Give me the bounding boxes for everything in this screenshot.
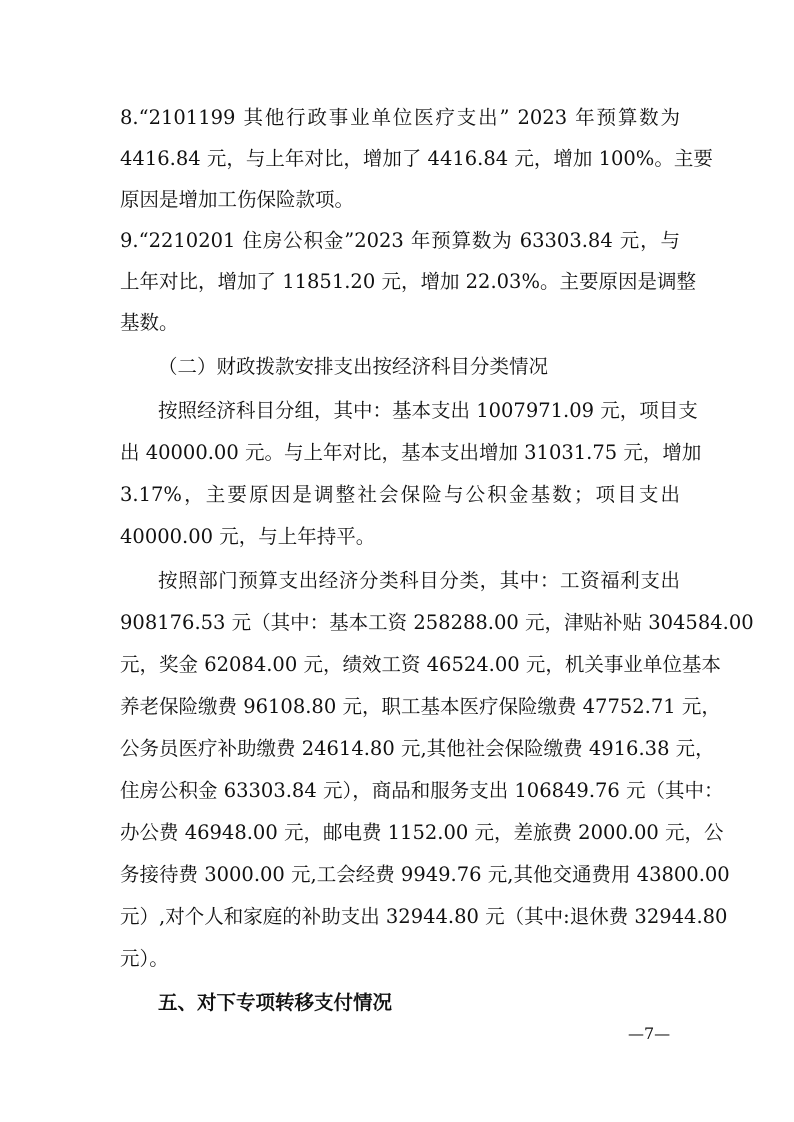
paragraph-4-line-10: 元）。 [120,947,169,970]
paragraph-4-line-3: 元，奖金 62084.00 元，绩效工资 46524.00 元，机关事业单位基本 [120,653,721,676]
paragraph-2-line-2: 上年对比，增加了 11851.20 元，增加 22.03%。主要原因是调整 [120,270,696,293]
paragraph-1-line-3: 原因是增加工伤保险款项。 [120,188,355,211]
section-heading: 五、对下专项转移支付情况 [158,991,393,1014]
paragraph-3-line-4: 40000.00 元，与上年持平。 [120,525,376,548]
paragraph-1-line-1: 8.“2101199 其他行政事业单位医疗支出” 2023 年预算数为 [120,106,680,129]
paragraph-3-line-3: 3.17%，主要原因是调整社会保险与公积金基数；项目支出 [120,483,680,506]
paragraph-4-line-8: 务接待费 3000.00 元,工会经费 9949.76 元,其他交通费用 43800.00 [120,863,730,886]
page-number: —7— [628,1024,671,1043]
paragraph-4-line-4: 养老保险缴费 96108.80 元，职工基本医疗保险缴费 47752.71 元， [120,695,721,718]
paragraph-2-line-1: 9.“2210201 住房公积金”2023 年预算数为 63303.84 元，与 [120,229,680,252]
paragraph-3-line-1: 按照经济科目分组，其中：基本支出 1007971.09 元，项目支 [158,399,698,422]
paragraph-3-line-2: 出 40000.00 元。与上年对比，基本支出增加 31031.75 元，增加 [120,441,702,464]
paragraph-2-line-3: 基数。 [120,311,179,334]
paragraph-1-line-2: 4416.84 元，与上年对比，增加了 4416.84 元，增加 100%。主要 [120,147,713,170]
paragraph-4-line-7: 办公费 46948.00 元，邮电费 1152.00 元，差旅费 2000.00 元，公 [120,821,724,844]
paragraph-4-line-1: 按照部门预算支出经济分类科目分类，其中：工资福利支出 [158,569,680,592]
paragraph-4-line-9: 元）,对个人和家庭的补助支出 32944.80 元（其中:退休费 32944.80 [120,905,728,928]
paragraph-4-line-6: 住房公积金 63303.84 元），商品和服务支出 106849.76 元（其中： [120,779,724,802]
subheading: （二）财政拨款安排支出按经济科目分类情况 [158,355,549,378]
paragraph-4-line-2: 908176.53 元（其中：基本工资 258288.00 元，津贴补贴 304584.00 [120,611,754,634]
paragraph-4-line-5: 公务员医疗补助缴费 24614.80 元,其他社会保险缴费 4916.38 元， [120,737,715,760]
